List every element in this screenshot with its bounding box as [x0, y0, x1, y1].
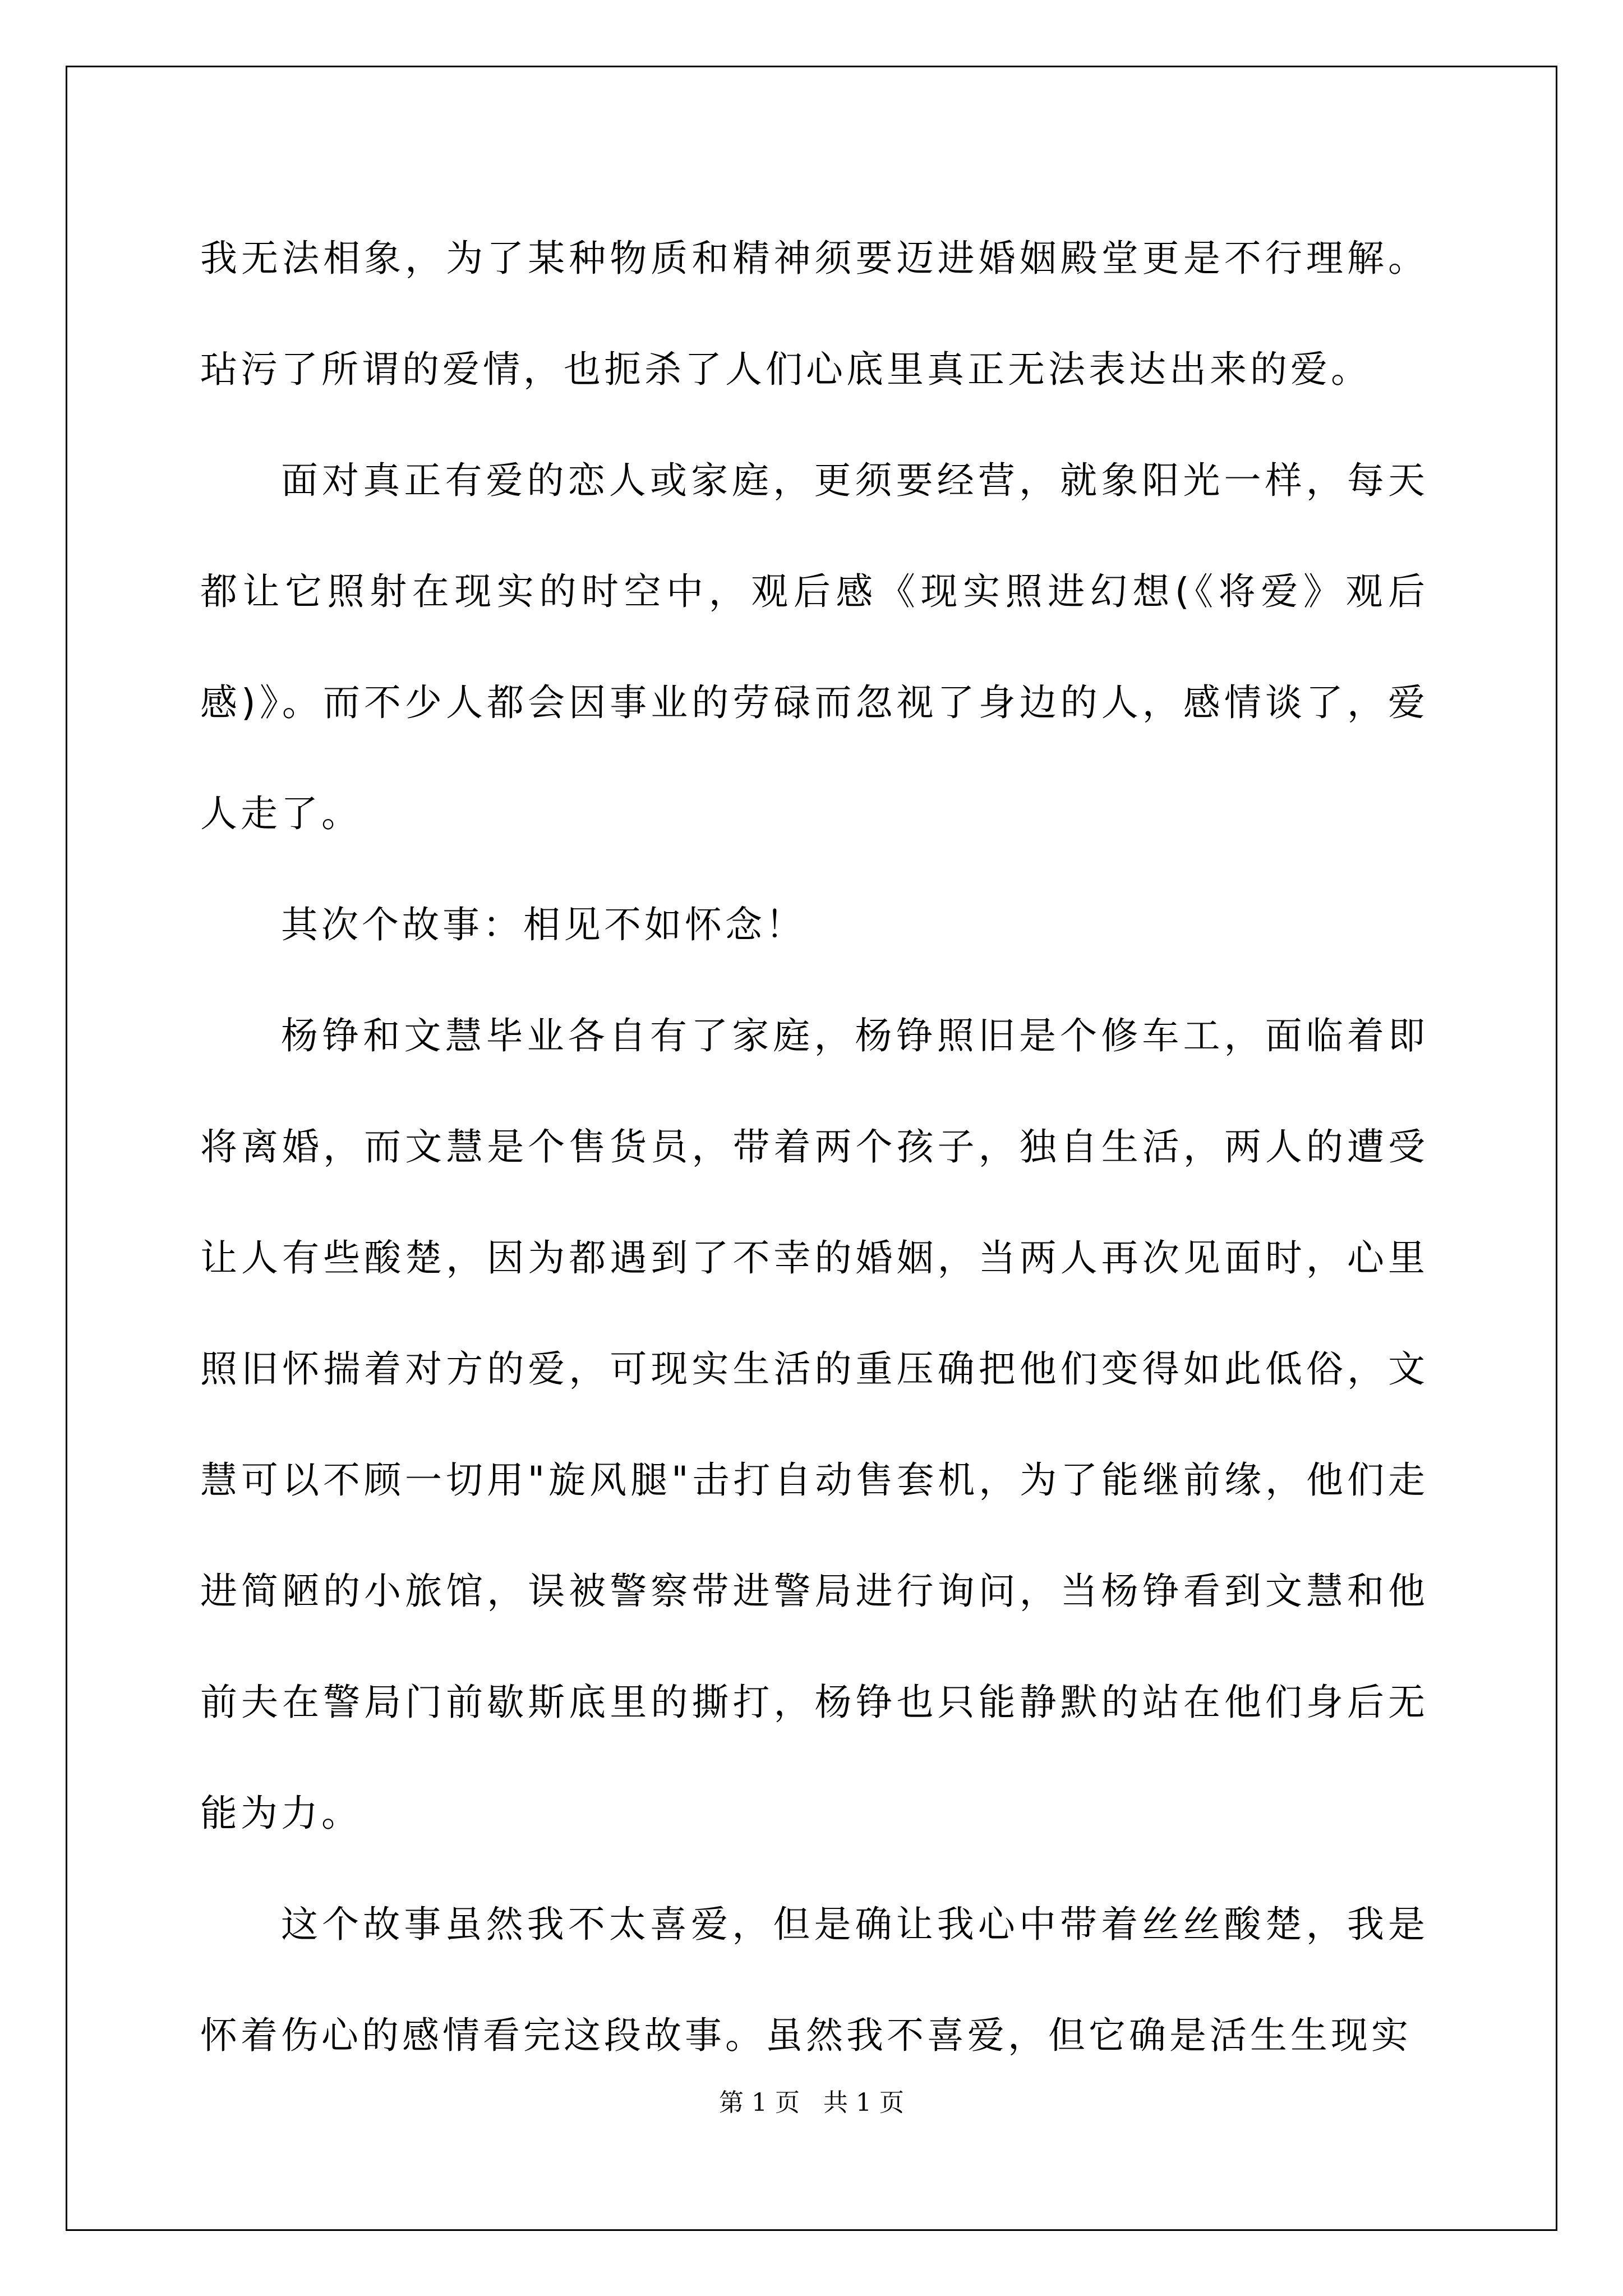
document-body [200, 203, 1428, 2091]
paragraph-3: 其次个故事：相见不如怀念！ [281, 903, 806, 946]
paragraph-4: 杨铮和文慧毕业各自有了家庭，杨铮照旧是个修车工，面临着即将离婚，而文慧是个售货员，带着两个孩子，独自生活，两人的遭受让人有些酸楚，因为都遇到了不幸的婚姻，当两人再次见面时，心里照旧怀揣着对方的爱，可现实生活的重压确把他们变得如此低俗，文慧可以不顾一切用"旋风腿"击打自动售套机，为了能继前缘，他们走进简陋的小旅馆，误被警察带进警局进行询问，当杨铮看到文慧和他前夫在警局门前歇斯底里的撕打，杨铮也只能静默的站在他们身后无能为力。 [200, 1014, 1428, 1835]
page-number-footer: 第 1 页 共 1 页 [719, 2088, 904, 2117]
paragraph-2: 面对真正有爱的恋人或家庭，更须要经营，就象阳光一样，每天都让它照射在现实的时空中，观后感《现实照进幻想(《将爱》观后感)》。而不少人都会因事业的劳碌而忽视了身边的人，感情谈了，爱人走了。 [200, 459, 1428, 835]
paragraph-1: 我无法相象，为了某种物质和精神须要迈进婚姻殿堂更是不行理解。玷污了所谓的爱情，也扼杀了人们心底里真正无法表达出来的爱。 [200, 237, 1428, 391]
paragraph-5: 这个故事虽然我不太喜爱，但是确让我心中带着丝丝酸楚，我是怀着伤心的感情看完这段故事。虽然我不喜爱，但它确是活生生现实 [200, 1903, 1428, 2057]
